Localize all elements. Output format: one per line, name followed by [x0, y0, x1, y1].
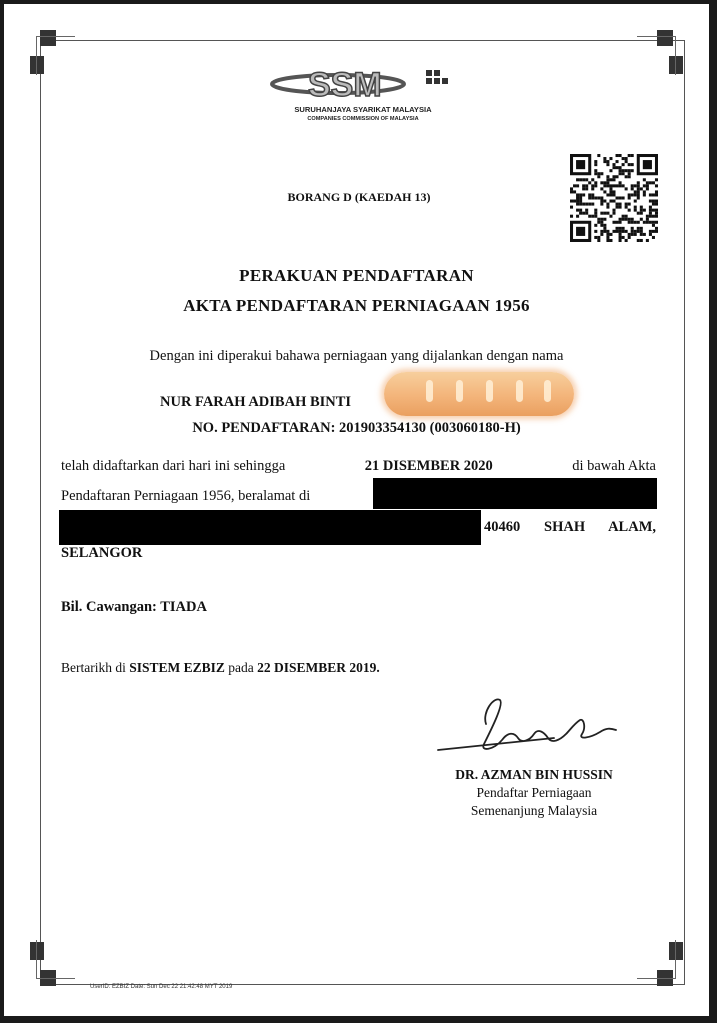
- body-line-1: [61, 453, 656, 479]
- body-line-2: Pendaftaran Perniagaan 1956, beralamat di: [61, 488, 311, 504]
- dated-system: SISTEM EZBIZ: [129, 660, 225, 675]
- dated-line: [61, 655, 656, 681]
- intro-text: Dengan ini diperakui bahawa perniagaan yang dijalankan dengan nama: [149, 348, 564, 364]
- body-text-start: telah didaftarkan dari hari ini sehingga: [61, 458, 286, 474]
- business-name: NUR FARAH ADIBAH BINTI: [160, 394, 352, 410]
- form-reference: BORANG D (KAEDAH 13): [287, 190, 431, 204]
- address-tail: 40460 SHAH ALAM,: [484, 519, 656, 535]
- redacted-address-1: [373, 478, 657, 509]
- branch-count: Bil. Cawangan: TIADA: [61, 599, 207, 615]
- qr-code[interactable]: [570, 154, 658, 242]
- corner-ornament-bottom-right: [631, 934, 683, 986]
- dated-prefix: Bertarikh di: [61, 660, 126, 675]
- address-state: SELANGOR: [61, 545, 143, 561]
- blurred-name-overlay: [384, 372, 574, 416]
- svg-text:COMPANIES COMMISSION OF MALAYS: COMPANIES COMMISSION OF MALAYSIA: [307, 116, 419, 122]
- signatory-name: DR. AZMAN BIN HUSSIN: [455, 767, 613, 782]
- signature: [434, 694, 634, 762]
- expiry-date: 21 DISEMBER 2020: [364, 458, 493, 474]
- corner-ornament-top-right: [631, 30, 683, 82]
- corner-ornament-top-left: [30, 30, 82, 82]
- svg-text:SURUHANJAYA SYARIKAT MALAYSIA: SURUHANJAYA SYARIKAT MALAYSIA: [294, 105, 432, 114]
- signatory-title: Pendaftar Perniagaan: [476, 785, 592, 800]
- body-text-end: di bawah Akta: [572, 458, 656, 474]
- certificate-title: PERAKUAN PENDAFTARAN: [239, 266, 474, 285]
- footer-meta: UserID: EZBIZ Date: Sun Dec 22 21:42:48 MYT 2019: [90, 984, 233, 990]
- dated-date: 22 DISEMBER 2019.: [257, 660, 380, 675]
- registration-number: NO. PENDAFTARAN: 201903354130 (003060180-H): [192, 420, 521, 436]
- svg-text:SSM: SSM: [308, 66, 382, 104]
- signatory-region: Semenanjung Malaysia: [470, 803, 598, 818]
- certificate-page: [4, 4, 709, 1016]
- dated-mid: pada: [228, 660, 254, 675]
- ssm-logo: [268, 62, 458, 124]
- act-title: AKTA PENDAFTARAN PERNIAGAAN 1956: [183, 296, 530, 315]
- corner-ornament-bottom-left: [30, 934, 82, 986]
